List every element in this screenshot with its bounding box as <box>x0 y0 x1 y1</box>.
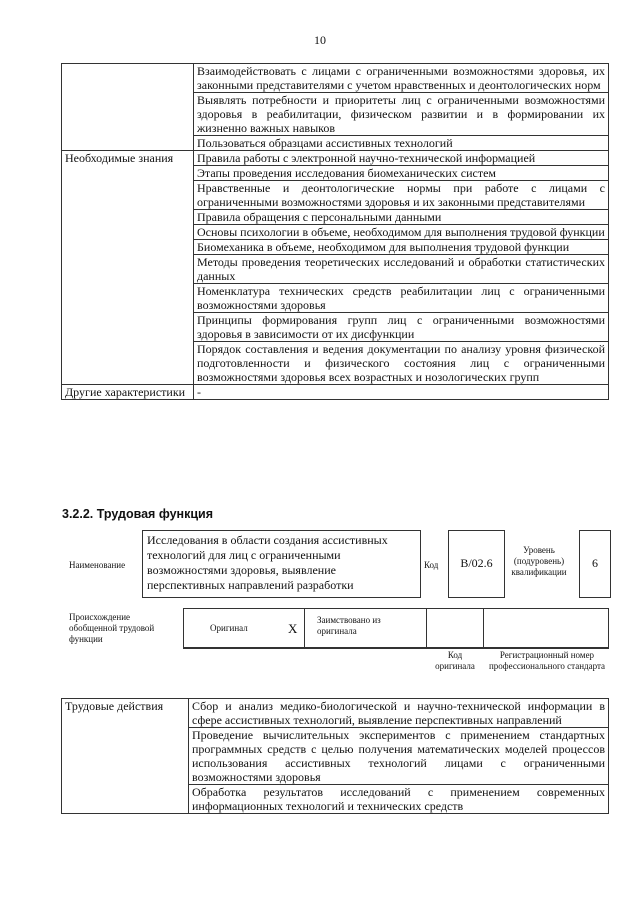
page-number: 10 <box>314 33 326 47</box>
code-origin-cell <box>426 608 484 648</box>
table-cell: Выявлять потребности и приоритеты лиц с ограниченными возможностями здоровья в реабилитации, физическом развитии и в формировании их жизненно важных навыков <box>194 93 609 136</box>
table-cell: - <box>194 385 609 400</box>
reg-number-caption: Регистрационный номер профессионального стандарта <box>488 650 606 671</box>
table-cell: Основы психологии в объеме, необходимом для выполнения трудовой функции <box>194 225 609 240</box>
table-row <box>62 151 609 166</box>
row-label-other: Другие характеристики <box>62 385 194 400</box>
name-label: Наименование <box>69 560 126 570</box>
table-cell: Номенклатура технических средств реабилитации лиц с ограниченными возможностями здоровья <box>194 284 609 313</box>
table-cell: Принципы формирования групп лиц с ограниченными возможностями здоровья в зависимости от их дисфункции <box>194 313 609 342</box>
table-cell: Взаимодействовать с лицами с ограниченными возможностями здоровья, их законными представителями с учетом нравственных и деонтологических норм <box>194 64 609 93</box>
table-cell: Порядок составления и ведения документации по анализу уровня физической подготовленности и физического состояния лиц с ограниченными возможностями здоровья всех возрастных и нозологических групп <box>194 342 609 385</box>
section-heading: 3.2.2. Трудовая функция <box>62 507 214 521</box>
table-cell: Пользоваться образцами ассистивных технологий <box>194 136 609 151</box>
original-cell <box>183 608 305 648</box>
original-label: Оригинал <box>210 623 248 633</box>
table-cell: Методы проведения теоретических исследований и обработки статистических данных <box>194 255 609 284</box>
code-label: Код <box>424 560 439 570</box>
row-label-knowledge: Необходимые знания <box>62 151 194 385</box>
table-cell: Проведение вычислительных экспериментов с применением стандартных программных средств с целью получения математических моделей процессов использования ассистивных технологий лицами с ограниченными возможностями здоровья <box>189 728 609 785</box>
code-value: В/02.6 <box>460 556 493 570</box>
table-cell: Нравственные и деонтологические нормы при работе с лицами с ограниченными возможностями здоровья и их законными представителями <box>194 181 609 210</box>
code-origin-caption: Код оригинала <box>435 650 475 671</box>
level-label: Уровень (подуровень) квалификации <box>511 545 567 577</box>
table-row <box>62 64 609 93</box>
function-name-box <box>142 530 421 598</box>
borrowed-cell <box>304 608 427 648</box>
function-name: Исследования в области создания ассистивных технологий для лиц с ограниченными возможностями здоровья, выявление перспективных направлений разработки <box>147 533 388 592</box>
level-value: 6 <box>592 556 598 570</box>
table-row <box>62 699 609 728</box>
table-row <box>62 385 609 400</box>
borrowed-label: Заимствовано из оригинала <box>317 615 381 636</box>
original-mark: Х <box>288 621 298 636</box>
row-label-actions: Трудовые действия <box>62 699 189 814</box>
origin-box <box>183 608 609 649</box>
skills-knowledge-table <box>61 63 609 400</box>
table-cell: Этапы проведения исследования биомеханических систем <box>194 166 609 181</box>
reg-number-cell <box>483 608 609 648</box>
level-box <box>579 530 611 598</box>
table-cell: Правила работы с электронной научно-технической информацией <box>194 151 609 166</box>
code-box <box>448 530 505 598</box>
table-cell: Биомеханика в объеме, необходимом для выполнения трудовой функции <box>194 240 609 255</box>
origin-label: Происхождение обобщенной трудовой функции <box>69 612 155 644</box>
table-cell: Правила обращения с персональными данными <box>194 210 609 225</box>
table-cell: Сбор и анализ медико-биологической и научно-технической информации в сфере ассистивных технологий, выявление перспективных направлений <box>189 699 609 728</box>
table-cell: Обработка результатов исследований с применением современных информационных технологий и технических средств <box>189 785 609 814</box>
labor-actions-table <box>61 698 609 814</box>
row-label <box>62 64 194 151</box>
